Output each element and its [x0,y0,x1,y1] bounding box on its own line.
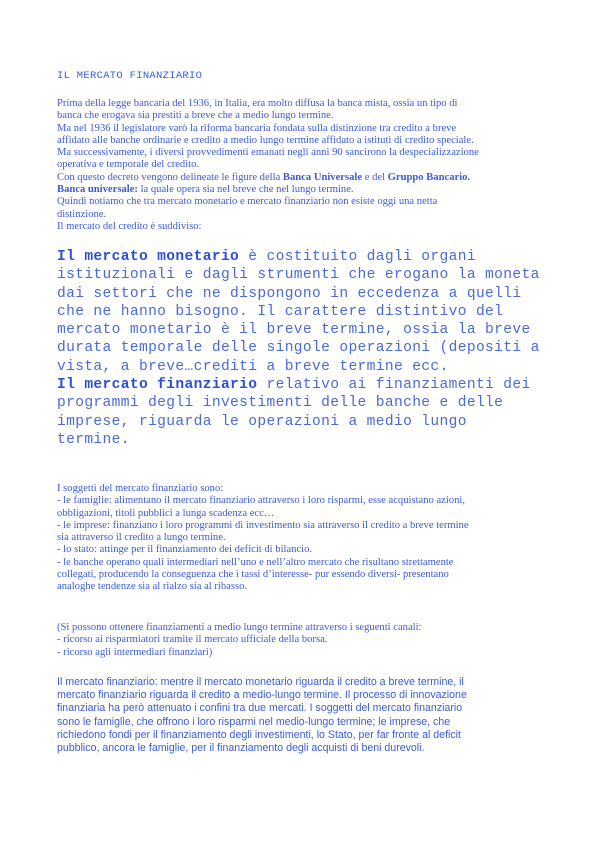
summary-line: pubblico, ancora le famiglie, per il finanziamento degli acquisti di beni durevoli. [57,742,425,755]
text: la quale opera sia nel breve che nel lungo termine. [137,184,354,196]
intro-line [57,172,537,184]
text: Con questo decreto vengono delineate le figure della [57,171,283,183]
canali-line: (Si possono ottenere finanziamenti a medio lungo termine attraverso i seguenti canali: [57,622,422,633]
summary-line: richiedono fondi per il finanziamento degli investimenti, lo Stato, per far fronte al deficit [57,728,461,741]
intro-line: operativa e temporale del credito. [57,159,200,171]
intro-line: Quindi notiamo che tra mercato monetario e mercato finanziario non esiste oggi una netta [57,196,438,208]
mercato-monetario-definition [57,248,542,376]
summary-line: mercato finanziario riguarda il credito a medio-lungo termine. Il processo di innovazione [57,689,467,702]
soggetti-line: I soggetti del mercato finanziario sono: [57,483,224,494]
text: relativo ai finanziamenti dei programmi degli investimenti delle banche e delle imprese, riguarda le operazioni a medio lungo termine. [57,377,531,448]
mercato-finanziario-definition [57,376,542,449]
banca-universale-term: Banca Universale [282,171,363,183]
canali-line: - ricorso ai risparmiatori tramite il mercato ufficiale della borsa. [57,634,328,646]
intro-line: Il mercato del credito è suddiviso: [57,220,202,232]
intro-line: Ma nel 1936 il legislatore varò la riforma bancaria fondata sulla distinzione tra credito a breve [57,122,457,134]
canali-section [57,622,537,659]
intro-section [57,98,537,233]
soggetti-line: sia attraverso il credito a lungo termine. [57,532,226,544]
soggetti-section [57,483,537,594]
soggetti-line: - le famiglie: alimentano il mercato finanziario attraverso i loro risparmi, esse acquistano azioni, [57,495,466,507]
text: è costituito dagli organi istituzionali e dagli strumenti che erogano la moneta dai settori che ne dispongono in eccedenza a quelli che ne hanno bisogno. Il carattere distintivo del mercato monetario è il breve termine, ossia la breve durata temporale delle singole operazioni (depositi a vista, a breve…crediti a breve termine ecc. [57,249,540,375]
soggetti-line: obbligazioni, titoli pubblici a lunga scadenza ecc… [57,507,275,519]
intro-line: banca che erogava sia prestiti a breve che a medio lungo termine. [57,110,334,122]
banca-universale-label: Banca universale: [57,184,138,196]
definitions-section [57,248,542,449]
mercato-finanziario-term: Il mercato finanziario [57,377,258,394]
summary-line: finanziaria ha però attenuato i confini tra due mercati. I soggetti del mercato finanziario [57,702,463,715]
soggetti-line: - lo stato: attinge per il finanziamento dei deficit di bilancio. [57,544,313,556]
mercato-monetario-term: Il mercato monetario [57,249,240,265]
gruppo-bancario-term: Gruppo Bancario. [387,171,471,183]
intro-line: Prima della legge bancaria del 1936, in Italia, era molto diffusa la banca mista, ossia un tipo di [57,98,458,109]
soggetti-line: - le banche operano quali intermediari nell’uno e nell’altro mercato che risultano strettamente [57,556,454,568]
intro-line: distinzione. [57,208,107,220]
text: e del [362,171,388,183]
summary-section [57,676,539,755]
soggetti-line: - le imprese: finanziano i loro programmi di investimento sia attraverso il credito a breve termine [57,519,469,531]
summary-line: Il mercato finanziario: mentre il mercato monetario riguarda il credito a breve termine, il [57,676,464,688]
intro-line [57,184,537,196]
intro-line: Ma successivamente, i diversi provvedimenti emanati negli anni 90 sancirono la despecializzazione [57,147,479,159]
intro-line: affidato alle banche ordinarie e credito a medio lungo termine affidato a istituti di credito speciale. [57,134,474,146]
soggetti-line: analoghe tendenze sia al rialzo sia al ribasso. [57,581,248,593]
canali-line: - ricorso agli intermediari finanziari) [57,646,213,658]
page-title: IL MERCATO FINANZIARIO [57,70,203,82]
summary-line: sono le famiglie, che offrono i loro risparmi nel medio-lungo termine; le imprese, che [57,715,451,728]
soggetti-line: collegati, producendo la conseguenza che i tassi d’interesse- pur essendo diversi- presentano [57,569,449,581]
